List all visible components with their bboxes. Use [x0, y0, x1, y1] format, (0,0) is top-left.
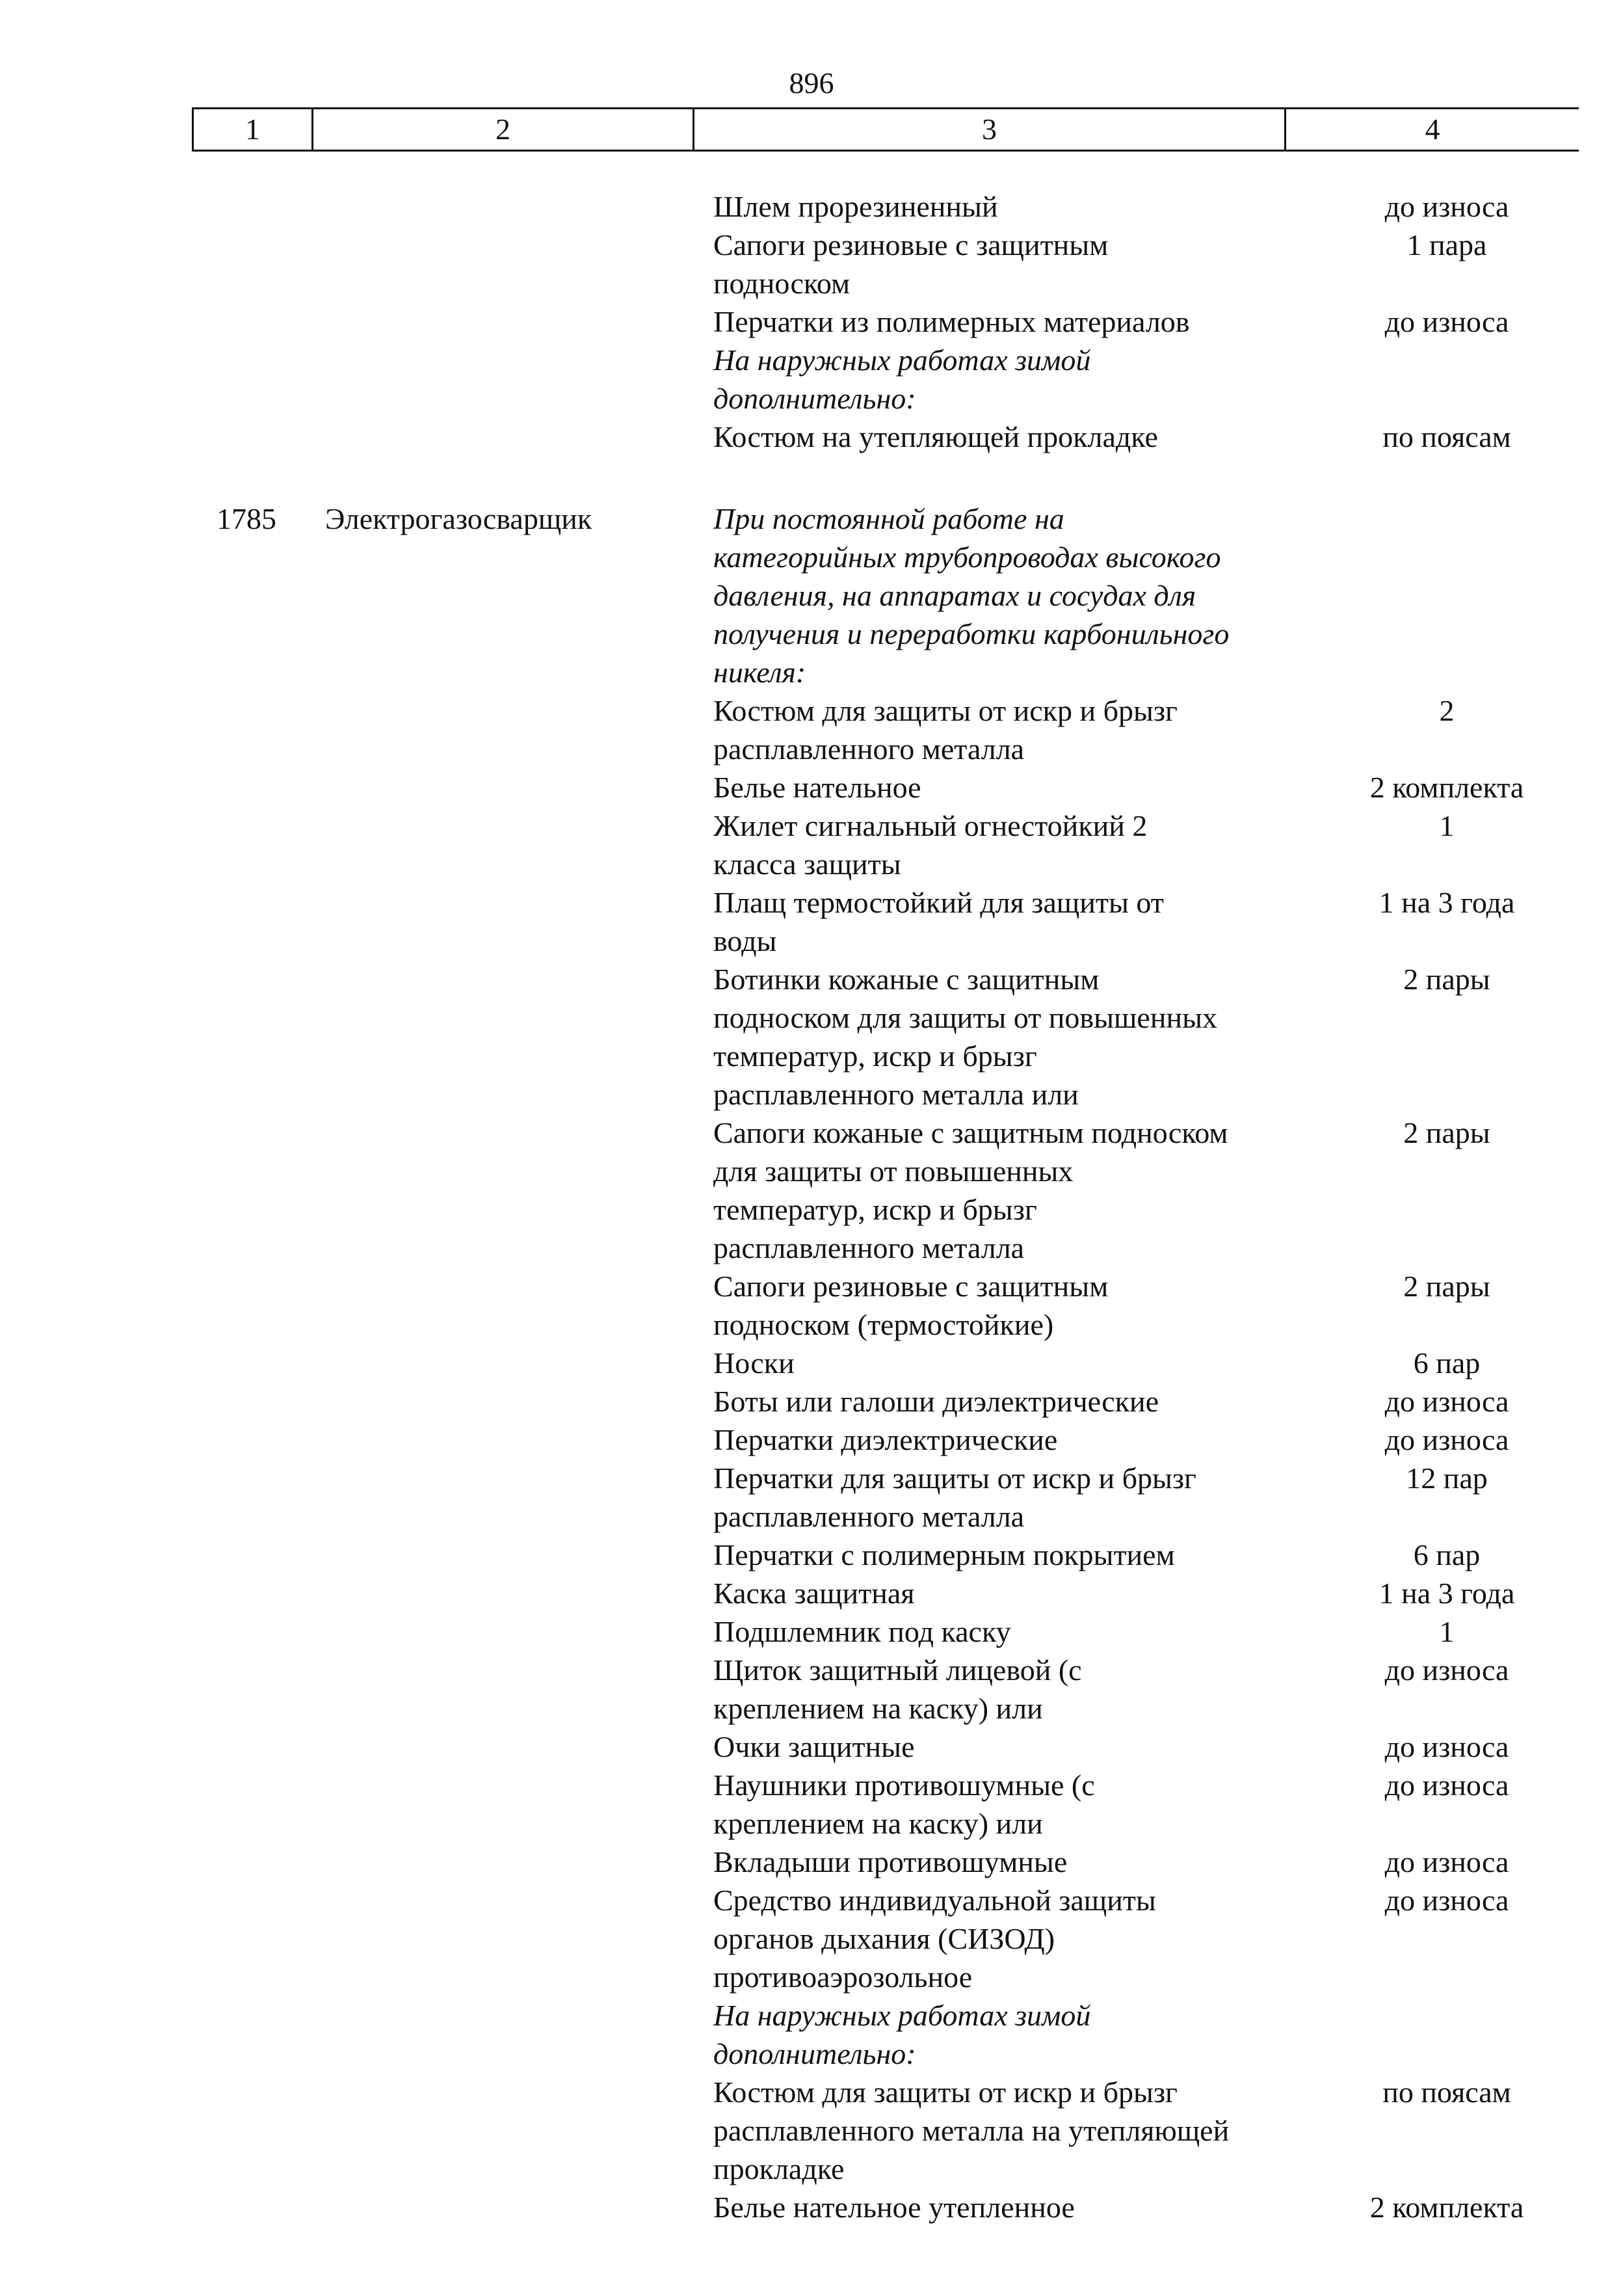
section-note-line: дополнительно:	[713, 2037, 916, 2070]
entry-profession: Электрогазосварщик	[325, 502, 592, 535]
item-name-line: Сапоги резиновые с защитным	[713, 1270, 1109, 1303]
item-norm: 6 пар	[1413, 1346, 1481, 1380]
item-name-line: Плащ термостойкий для защиты от	[713, 886, 1164, 919]
item-name-line: Костюм для защиты от искр и брызг	[713, 694, 1178, 727]
item-name-line: воды	[713, 924, 777, 957]
header-table	[192, 107, 1579, 152]
section-note-line: давления, на аппаратах и сосудах для	[713, 579, 1196, 612]
item-norm: 2 пары	[1403, 1270, 1490, 1303]
header-col-1: 1	[245, 113, 260, 146]
item-name-line: расплавленного металла на утепляющей	[713, 2114, 1230, 2147]
item-norm: до износа	[1384, 190, 1509, 223]
item-name-line: Сапоги резиновые с защитным	[713, 228, 1109, 261]
item-name-line: Носки	[713, 1346, 795, 1380]
item-name-line: подноском для защиты от повышенных	[713, 1001, 1217, 1034]
header-col-3: 3	[982, 113, 997, 146]
item-name-line: Каска защитная	[713, 1577, 915, 1610]
item-norm: 2 комплекта	[1369, 771, 1524, 804]
page-number: 896	[789, 66, 834, 100]
section-note-line: На наружных работах зимой	[713, 343, 1091, 377]
item-name-line: противоаэрозольное	[713, 1960, 973, 1994]
item-name-line: расплавленного металла	[713, 1231, 1025, 1264]
item-name-line: Перчатки для защиты от искр и брызг	[713, 1462, 1196, 1495]
item-name-line: Ботинки кожаные с защитным	[713, 963, 1100, 996]
item-norm: до износа	[1384, 1653, 1509, 1687]
item-norm: 2 пары	[1403, 963, 1490, 996]
item-norm: по поясам	[1382, 420, 1511, 453]
item-name-line: Жилет сигнальный огнестойкий 2	[713, 809, 1148, 842]
section-note-line: никеля:	[713, 656, 806, 689]
item-name-line: подноском	[713, 267, 851, 300]
item-name-line: креплением на каску) или	[713, 1692, 1043, 1725]
item-name-line: креплением на каску) или	[713, 1807, 1043, 1840]
item-name-line: Белье нательное утепленное	[713, 2191, 1075, 2224]
section-note-line: получения и переработки карбонильного	[713, 617, 1230, 650]
item-name-line: Перчатки диэлектрические	[713, 1423, 1058, 1456]
item-name-line: подноском (термостойкие)	[713, 1308, 1054, 1341]
item-norm: 1	[1439, 1615, 1455, 1648]
section-note-line: категорийных трубопроводах высокого	[713, 541, 1221, 574]
item-name-line: Перчатки с полимерным покрытием	[713, 1538, 1175, 1571]
item-norm: 12 пар	[1406, 1462, 1488, 1495]
item-name-line: Перчатки из полимерных материалов	[713, 305, 1190, 338]
item-norm: до износа	[1384, 1769, 1509, 1802]
item-norm: 2 комплекта	[1369, 2191, 1524, 2224]
item-name-line: температур, искр и брызг	[713, 1193, 1037, 1226]
item-norm: до износа	[1384, 1385, 1509, 1418]
item-name-line: Костюм для защиты от искр и брызг	[713, 2076, 1178, 2109]
item-name-line: класса защиты	[713, 848, 901, 881]
item-norm: 1	[1439, 809, 1455, 842]
item-norm: до износа	[1384, 1423, 1509, 1456]
item-name-line: Подшлемник под каску	[713, 1615, 1011, 1648]
item-norm: до износа	[1384, 1730, 1509, 1763]
item-norm: 2	[1439, 694, 1455, 727]
item-name-line: Боты или галоши диэлектрические	[713, 1385, 1159, 1418]
header-col-4: 4	[1425, 113, 1440, 146]
item-norm: 1 на 3 года	[1379, 886, 1515, 919]
item-name-line: прокладке	[713, 2152, 845, 2185]
item-name-line: Наушники противошумные (с	[713, 1769, 1095, 1802]
item-name-line: Очки защитные	[713, 1730, 915, 1763]
item-norm: до износа	[1384, 1884, 1509, 1917]
item-name-line: для защиты от повышенных	[713, 1155, 1074, 1188]
item-norm: по поясам	[1382, 2076, 1511, 2109]
section-note-line: При постоянной работе на	[713, 502, 1064, 535]
item-name-line: расплавленного металла или	[713, 1078, 1079, 1111]
item-name-line: Белье нательное	[713, 771, 921, 804]
item-norm: до износа	[1384, 305, 1509, 338]
item-name-line: Вкладыши противошумные	[713, 1845, 1068, 1878]
item-norm: 1 пара	[1406, 228, 1487, 261]
item-name-line: Сапоги кожаные с защитным подноском	[713, 1116, 1228, 1149]
item-norm: до износа	[1384, 1845, 1509, 1878]
item-name-line: расплавленного металла	[713, 732, 1025, 766]
section-note-line: дополнительно:	[713, 382, 916, 415]
item-name-line: температур, искр и брызг	[713, 1039, 1037, 1073]
entry-number: 1785	[217, 502, 276, 535]
item-name-line: расплавленного металла	[713, 1500, 1025, 1533]
item-norm: 2 пары	[1403, 1116, 1490, 1149]
item-name-line: Средство индивидуальной защиты	[713, 1884, 1156, 1917]
item-name-line: Щиток защитный лицевой (с	[713, 1653, 1082, 1687]
section-note-line: На наружных работах зимой	[713, 1999, 1091, 2032]
header-col-2: 2	[495, 113, 510, 146]
item-name-line: Шлем прорезиненный	[713, 190, 998, 223]
item-norm: 6 пар	[1413, 1538, 1481, 1571]
item-name-line: органов дыхания (СИЗОД)	[713, 1922, 1055, 1955]
item-name-line: Костюм на утепляющей прокладке	[713, 420, 1158, 453]
item-norm: 1 на 3 года	[1379, 1577, 1515, 1610]
